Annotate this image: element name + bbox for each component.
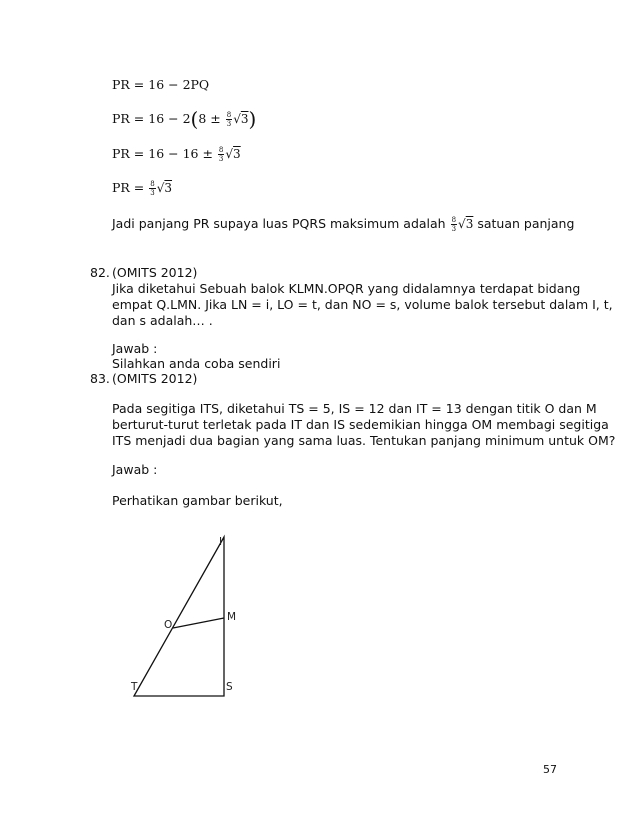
conclusion-line: Jadi panjang PR supaya luas PQRS maksimum adalah $\frac{8}{3}$ √3 satuan panjang — [112, 216, 575, 233]
sqrt-3: √3 — [156, 181, 173, 195]
problem-83-answer-label: Jawab : — [112, 462, 158, 477]
problem-83-number: 83. — [90, 371, 110, 386]
label-s: S — [226, 681, 233, 693]
problem-82-line-3: dan s adalah… . — [112, 313, 213, 328]
open-paren: ( — [190, 107, 199, 131]
fraction-8-3: $\frac{8}{3}$ — [226, 111, 232, 128]
problem-82-line-2: empat Q.LMN. Jika LN = i, LO = t, dan NO = s, volume balok tersebut dalam I, t, — [112, 297, 613, 312]
step-line-2: PR = 16 − 2(8 ± $\frac{8}{3}$ √3) — [112, 107, 257, 131]
problem-82-line-1: Jika diketahui Sebuah balok KLMN.OPQR yang didalamnya terdapat bidang — [112, 281, 581, 296]
page-number: 57 — [543, 763, 557, 776]
label-t: T — [131, 681, 138, 693]
close-paren: ) — [248, 107, 257, 131]
problem-83-source: (OMITS 2012) — [112, 371, 198, 386]
problem-83-figure-intro: Perhatikan gambar berikut, — [112, 493, 283, 508]
problem-83-line-3: ITS menjadi dua bagian yang sama luas. Tentukan panjang minimum untuk OM? — [112, 433, 616, 448]
step-line-3: PR = 16 − 16 ± $\frac{8}{3}$ √3 — [112, 146, 241, 163]
problem-83-line-1: Pada segitiga ITS, diketahui TS = 5, IS = 12 dan IT = 13 dengan titik O dan M — [112, 401, 597, 416]
problem-83-line-2: berturut-turut terletak pada IT dan IS sedemikian hingga OM membagi segitiga — [112, 417, 609, 432]
fraction-8-3: $\frac{8}{3}$ — [150, 180, 155, 197]
segment-om — [173, 618, 224, 628]
fraction-8-3: $\frac{8}{3}$ — [451, 216, 457, 233]
eight-plus-minus: 8 ± — [198, 111, 221, 126]
problem-82-answer-text: Silahkan anda coba sendiri — [112, 356, 281, 371]
problem-82-number: 82. — [90, 265, 110, 280]
label-o: O — [164, 619, 173, 631]
label-i: I — [219, 536, 223, 548]
step-line-4: PR = $\frac{8}{3}$ √3 — [112, 180, 173, 197]
fraction-8-3: $\frac{8}{3}$ — [218, 146, 224, 163]
label-m: M — [227, 611, 237, 623]
step-line-1: PR = 16 − 2PQ — [112, 77, 210, 92]
sqrt-3: √3 — [233, 112, 249, 126]
sqrt-3: √3 — [225, 147, 241, 161]
sqrt-3: √3 — [458, 217, 474, 231]
problem-82-answer-label: Jawab : — [112, 341, 158, 356]
triangle-its — [134, 537, 224, 696]
problem-82-source: (OMITS 2012) — [112, 265, 198, 280]
